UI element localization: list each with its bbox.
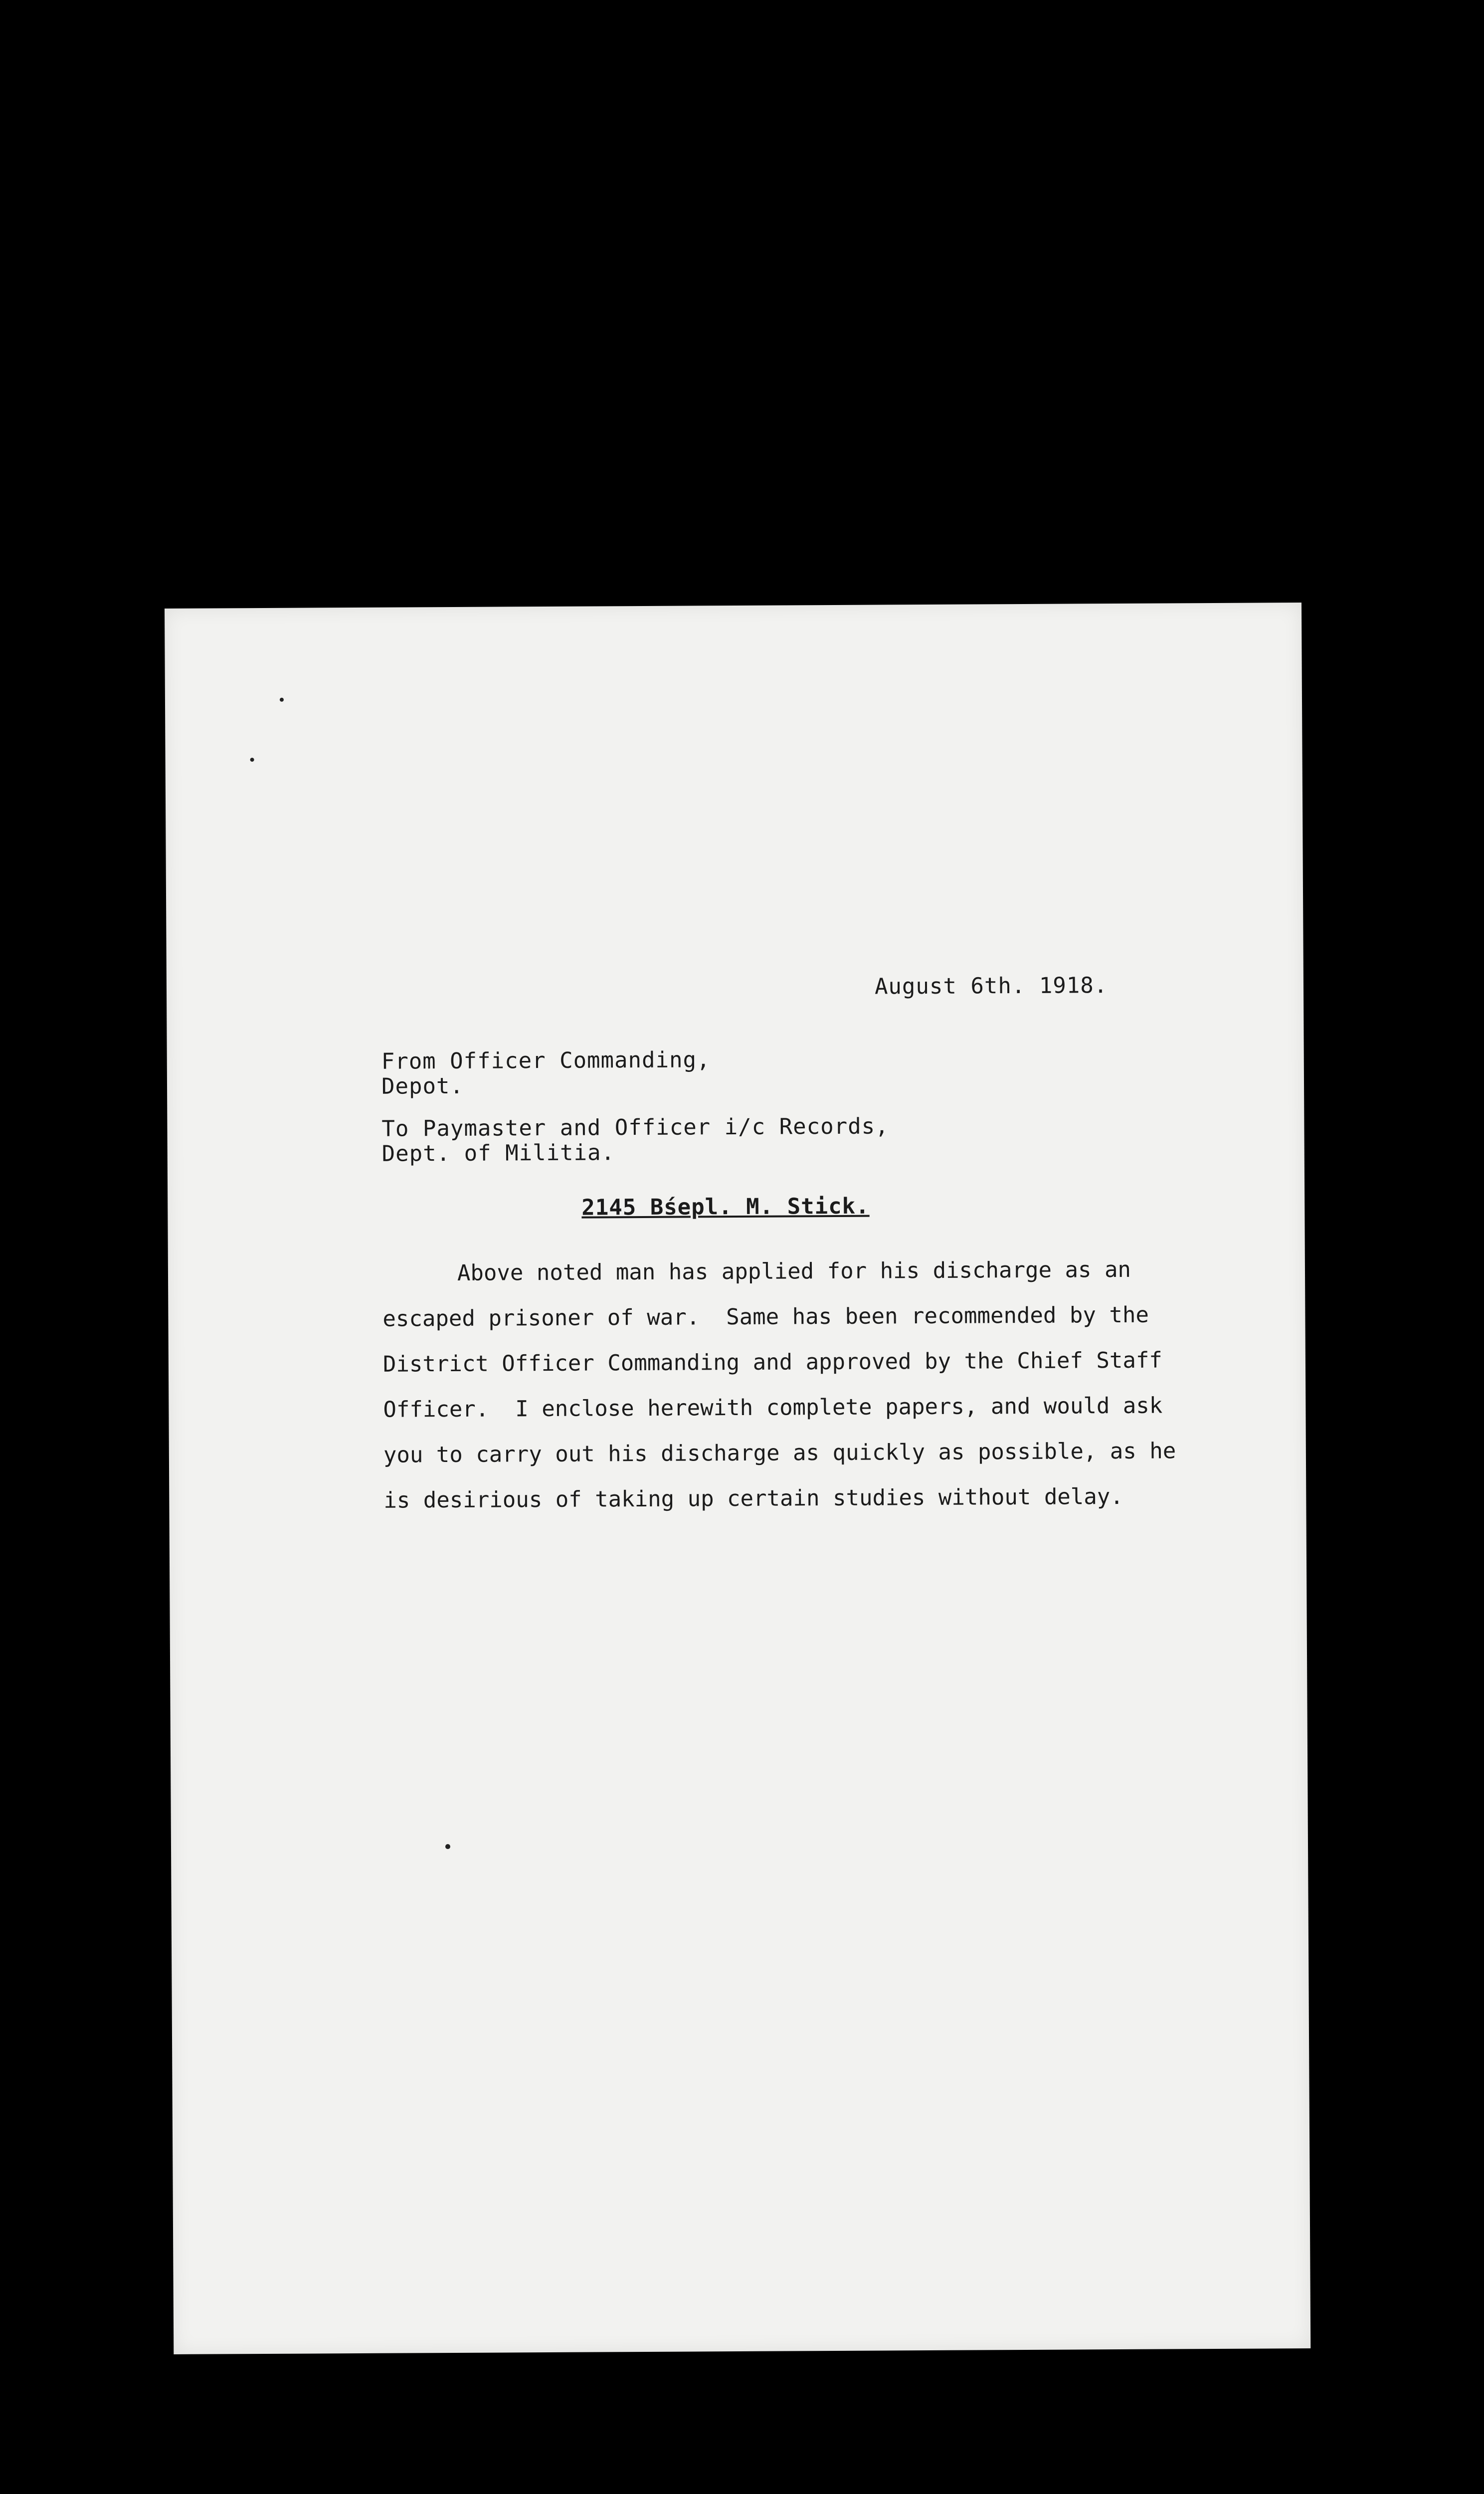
body-line: is desirious of taking up certain studies without delay. xyxy=(383,1483,1123,1513)
body-line: you to carry out his discharge as quickly as possible, as he xyxy=(383,1438,1176,1468)
body-line: Above noted man has applied for his discharge as an xyxy=(457,1256,1131,1286)
to-line-2: Dept. of Militia. xyxy=(381,1140,615,1167)
letter-body xyxy=(382,1247,1207,1523)
body-line: Officer. I enclose herewith complete papers, and would ask xyxy=(383,1393,1163,1423)
from-line-1: From Officer Commanding, xyxy=(381,1047,711,1074)
letter-date: August 6th. 1918. xyxy=(874,973,1108,1000)
to-line-1: To Paymaster and Officer i/c Records, xyxy=(381,1113,889,1142)
from-line-2: Depot. xyxy=(381,1073,464,1099)
paper-speck xyxy=(445,1844,450,1849)
body-line: escaped prisoner of war. Same has been recommended by the xyxy=(382,1302,1149,1332)
paper-speck xyxy=(280,698,284,702)
letter-page xyxy=(165,603,1310,2354)
paper-speck xyxy=(250,758,254,762)
body-line: District Officer Commanding and approved by the Chief Staff xyxy=(382,1347,1162,1377)
subject-line: 2145 Bśepl. M. Stick. xyxy=(581,1193,870,1221)
